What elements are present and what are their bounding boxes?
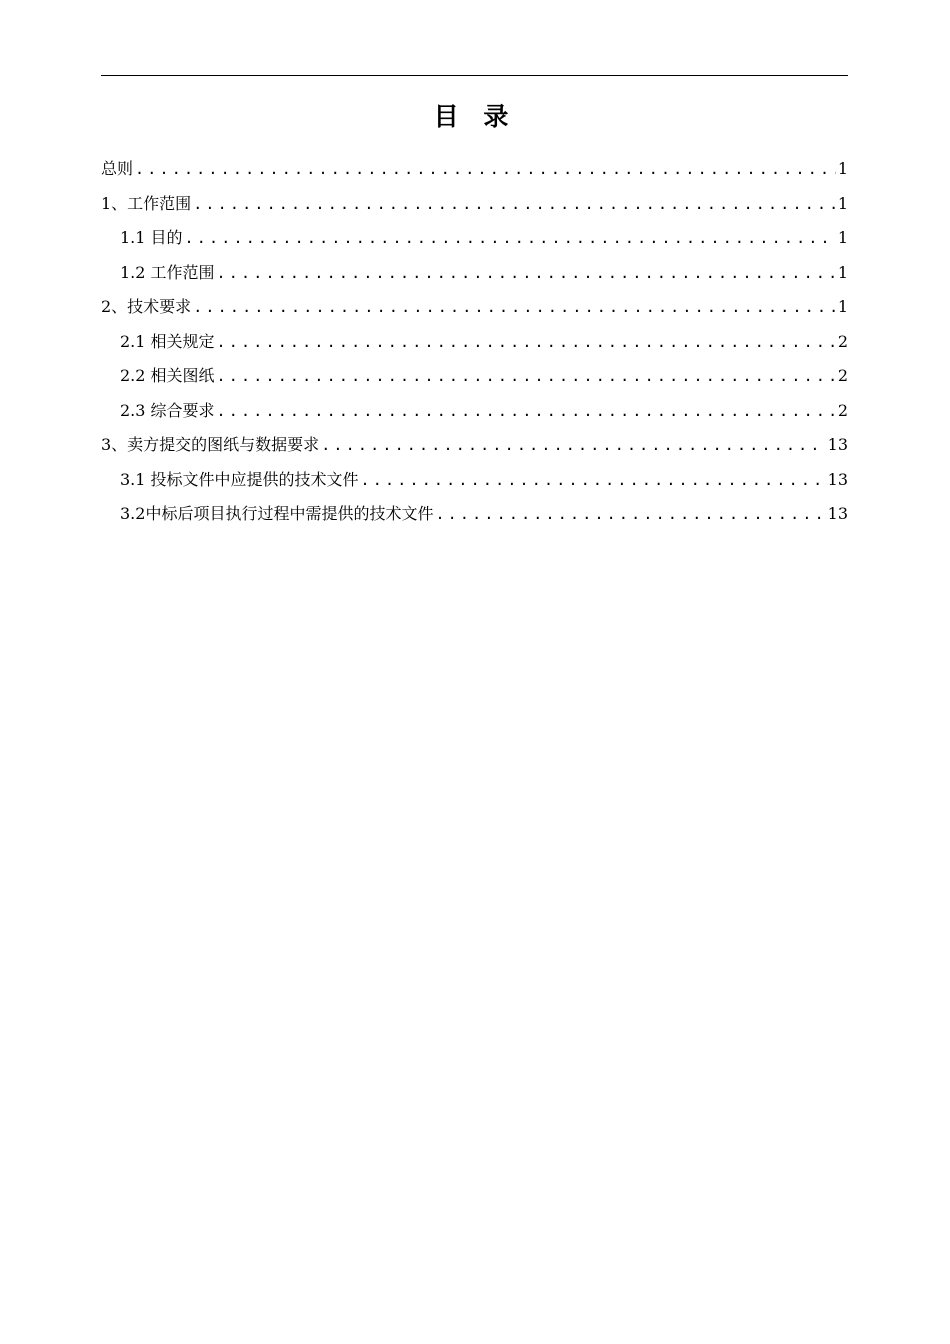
header-rule	[101, 75, 848, 76]
toc-dot-leader	[361, 463, 826, 498]
toc-entry-page: 1	[837, 297, 848, 316]
toc-entry-page: 13	[827, 504, 848, 523]
toc-entry-label: 总则	[101, 159, 134, 178]
toc-entry[interactable]	[101, 221, 848, 256]
toc-entry-page: 1	[837, 159, 848, 178]
toc-entry[interactable]	[101, 394, 848, 429]
toc-entry-page: 13	[827, 435, 848, 454]
toc-dot-leader	[193, 290, 836, 325]
toc-entry-label: 3.1 投标文件中应提供的技术文件	[120, 469, 359, 489]
toc-entry-page: 1	[837, 262, 848, 282]
toc-entry-page: 13	[827, 469, 848, 489]
toc-entry[interactable]	[101, 325, 848, 360]
toc-dot-leader	[217, 256, 836, 291]
toc-entry-label: 2、技术要求	[101, 297, 192, 316]
toc-dot-leader	[321, 428, 825, 463]
toc-entry[interactable]	[101, 428, 848, 463]
toc-entry-page: 1	[837, 193, 848, 213]
toc-title: 目 录	[433, 102, 517, 131]
table-of-contents	[101, 152, 848, 532]
toc-entry-label: 2.3 综合要求	[120, 400, 215, 420]
toc-entry[interactable]	[101, 290, 848, 325]
toc-entry-page: 1	[837, 228, 848, 247]
toc-dot-leader	[435, 497, 825, 532]
toc-entry[interactable]	[101, 497, 848, 532]
toc-dot-leader	[193, 187, 836, 222]
toc-entry-label: 3、卖方提交的图纸与数据要求	[101, 435, 320, 454]
toc-entry-page: 2	[837, 331, 848, 351]
toc-entry[interactable]	[101, 359, 848, 394]
toc-entry-page: 2	[837, 400, 848, 420]
toc-entry-label: 1、工作范围	[101, 193, 192, 213]
toc-dot-leader	[135, 152, 836, 187]
toc-entry-page: 2	[837, 366, 848, 385]
toc-entry-label: 2.1 相关规定	[120, 331, 215, 351]
toc-dot-leader	[185, 221, 836, 256]
toc-entry[interactable]	[101, 256, 848, 291]
toc-entry-label: 1.1 目的	[120, 228, 183, 247]
toc-dot-leader	[217, 359, 836, 394]
toc-entry-label: 1.2 工作范围	[120, 262, 215, 282]
toc-dot-leader	[217, 325, 836, 360]
toc-entry-label: 2.2 相关图纸	[120, 366, 215, 385]
toc-entry[interactable]	[101, 463, 848, 498]
toc-dot-leader	[217, 394, 836, 429]
toc-entry-label: 3.2中标后项目执行过程中需提供的技术文件	[120, 504, 434, 523]
toc-entry[interactable]	[101, 152, 848, 187]
toc-entry[interactable]	[101, 187, 848, 222]
